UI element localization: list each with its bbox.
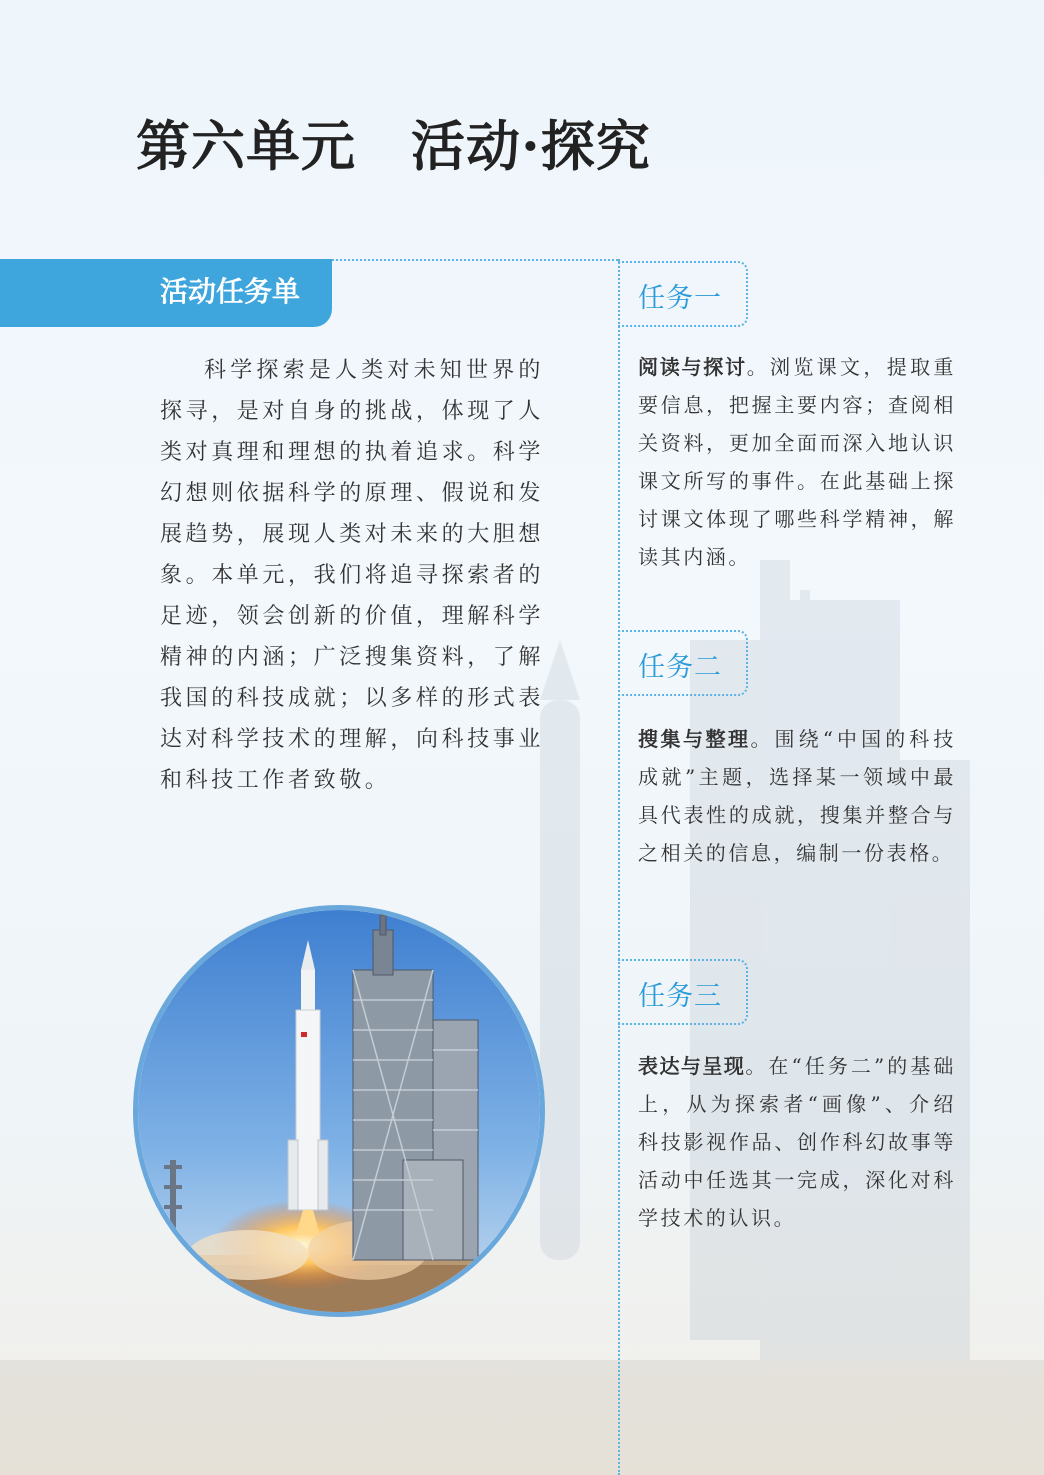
task-1-body: 。浏览课文，提取重要信息，把握主要内容；查阅相关资料，更加全面而深入地认识课文所写的事件。在此基础上探讨课文体现了哪些科学精神，解读其内涵。 <box>638 355 957 569</box>
task-1-title: 任务一 <box>638 283 722 314</box>
task-3-lead: 表达与呈现 <box>638 1054 746 1078</box>
intro-paragraph: 科学探索是人类对未知世界的探寻，是对自身的挑战，体现了人类对真理和理想的执着追求。科学幻想则依据科学的原理、假说和发展趋势，展现人类对未来的大胆想象。本单元，我们将追寻探索者的足迹，领会创新的价值，理解科学精神的内涵；广泛搜集资料，了解我国的科技成就；以多样的形式表达对科学技术的理解，向科技事业和科技工作者致敬。 <box>160 358 545 793</box>
task-3-title: 任务三 <box>638 981 722 1012</box>
task-3-body: 。在“任务二”的基础上，从为探索者“画像”、介绍科技影视作品、创作科幻故事等活动中任选其一完成，深化对科学技术的认识。 <box>638 1054 957 1230</box>
task-2-lead: 搜集与整理 <box>638 727 751 751</box>
task-2-title: 任务二 <box>638 652 722 683</box>
task-3-description <box>638 1047 956 1237</box>
task-2-body: 。围绕“中国的科技成就”主题，选择某一领域中最具代表性的成就，搜集并整合与之相关的信息，编制一份表格。 <box>638 727 957 865</box>
dotted-separator-top <box>332 259 618 261</box>
task-1-lead: 阅读与探讨 <box>638 355 747 379</box>
dotted-divider-vertical <box>618 259 620 1475</box>
task-1-description <box>638 348 956 576</box>
task-sheet-label: 活动任务单 <box>0 259 332 327</box>
page-title: 第六单元 活动·探究 <box>136 114 651 178</box>
rocket-launch-photo <box>133 905 545 1317</box>
task-2-description <box>638 720 956 872</box>
